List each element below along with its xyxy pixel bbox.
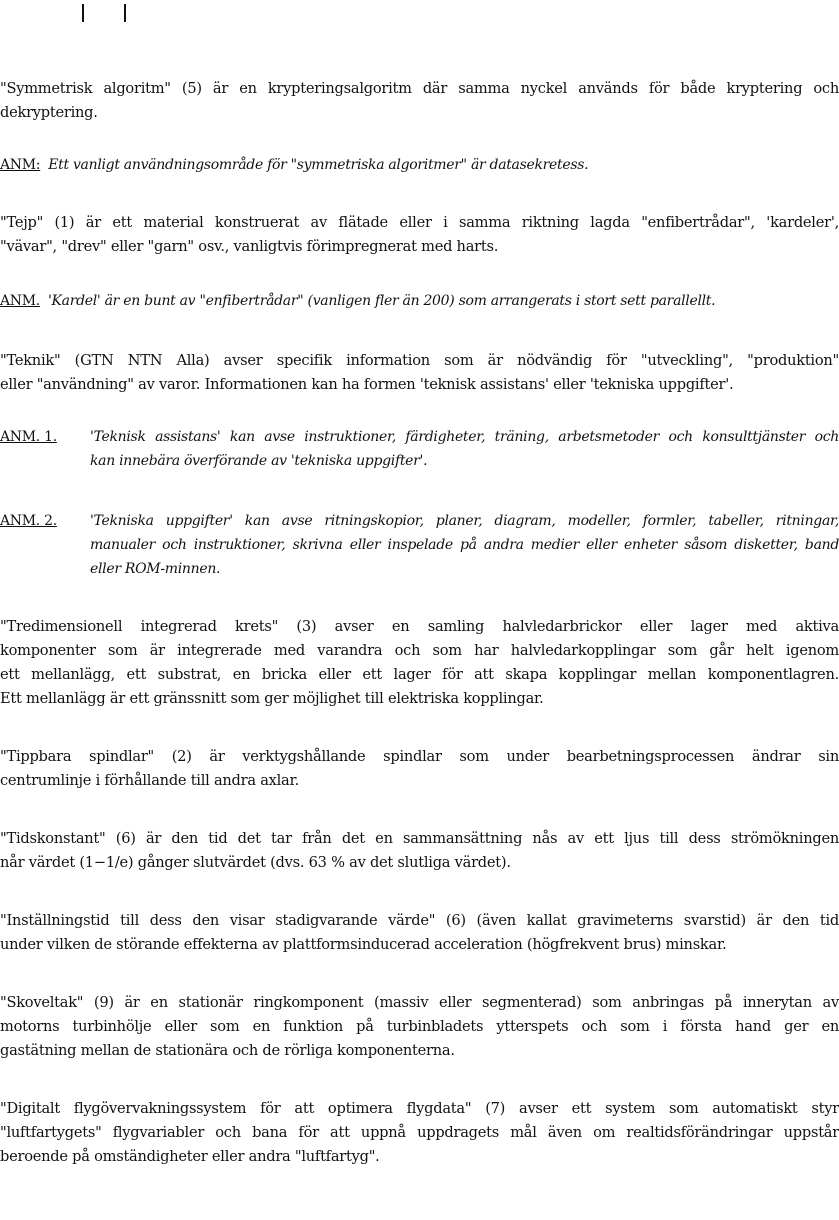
definition-note [0,509,839,581]
note-text: 'Kardel' är en bunt av "enfibertrådar" (vanligen fler än 200) som arrangerats i stort sett parallellt. [47,293,716,309]
definition-note [0,289,839,313]
note-text-line: 'Tekniska uppgifter' kan avse ritningskopior, planer, diagram, modeller, formler, tabeller, ritningar, [90,513,839,529]
text-line: "Tidskonstant" (6) är den tid det tar från det en sammansättning nås av ett ljus till dess strömökningen [0,830,839,847]
text-line: "Symmetrisk algoritm" (5) är en krypteringsalgoritm där samma nyckel används för både kryptering och [0,80,839,97]
definition-paragraph [0,77,839,125]
definition-paragraph [0,615,839,711]
note-text: Ett vanligt användningsområde för "symmetriska algoritmer" är datasekretess. [48,157,589,173]
definition-paragraph [0,827,839,875]
definition-paragraph [0,1097,839,1169]
definition-note [0,425,839,473]
text-line: "Teknik" (GTN NTN Alla) avser specifik information som är nödvändig för "utveckling", "produktion" [0,352,839,369]
note-label: ANM. [0,293,40,309]
text-line: "Inställningstid till dess den visar stadigvarande värde" (6) (även kallat gravimeterns svarstid) är den tid [0,912,839,929]
text-line: "Tejp" (1) är ett material konstruerat av flätade eller i samma riktning lagda "enfibertrådar", 'kardeler', [0,214,839,231]
text-line: centrumlinje i förhållande till andra axlar. [0,772,300,789]
text-line: under vilken de störande effekterna av plattformsinducerad acceleration (högfrekvent brus) minskar. [0,936,727,953]
text-line: ett mellanlägg, ett substrat, en bricka eller ett lager för att skapa kopplingar mellan komponentlagren. [0,666,839,683]
text-line: Ett mellanlägg är ett gränssnitt som ger möjlighet till elektriska kopplingar. [0,690,544,707]
note-text-line: eller ROM-minnen. [90,561,221,577]
text-line: gastätning mellan de stationära och de rörliga komponenterna. [0,1042,455,1059]
header-vertical-mark [82,4,84,22]
text-line: "Tippbara spindlar" (2) är verktygshållande spindlar som under bearbetningsprocessen ändrar sin [0,748,839,765]
text-line: "Skoveltak" (9) är en stationär ringkomponent (massiv eller segmenterad) som anbringas på innerytan av [0,994,839,1011]
header-vertical-mark [124,4,126,22]
note-label: ANM. 2. [0,513,57,529]
text-line: "luftfartygets" flygvariabler och bana för att uppnå uppdragets mål även om realtidsförändringar uppstår [0,1124,839,1141]
note-text-line: kan innebära överförande av 'tekniska uppgifter'. [90,453,428,469]
text-line: "Tredimensionell integrerad krets" (3) avser en samling halvledarbrickor eller lager med aktiva [0,618,839,635]
note-label: ANM. 1. [0,429,57,445]
text-line: komponenter som är integrerade med varandra och som har halvledarkopplingar som går helt igenom [0,642,839,659]
definitions-list [0,77,839,1169]
text-line: beroende på omständigheter eller andra "luftfartyg". [0,1148,380,1165]
definition-paragraph [0,909,839,957]
text-line: når värdet (1−1/e) gånger slutvärdet (dvs. 63 % av det slutliga värdet). [0,854,511,871]
note-text-line: manualer och instruktioner, skrivna eller inspelade på andra medier eller enheter såsom disketter, band [90,537,839,553]
definition-note [0,153,839,177]
text-line: "Digitalt flygövervakningssystem för att optimera flygdata" (7) avser ett system som automatiskt styr [0,1100,839,1117]
note-label: ANM: [0,157,41,173]
definition-paragraph [0,349,839,397]
text-line: eller "användning" av varor. Informationen kan ha formen 'teknisk assistans' eller 'tekniska uppgifter'. [0,376,734,393]
definition-paragraph [0,991,839,1063]
text-line: motorns turbinhölje eller som en funktion på turbinbladets ytterspets och som i första hand ger en [0,1018,839,1035]
text-line: "vävar", "drev" eller "garn" osv., vanligtvis förimpregnerat med harts. [0,238,499,255]
note-text-line: 'Teknisk assistans' kan avse instruktioner, färdigheter, träning, arbetsmetoder och konsulttjänster och [90,429,839,445]
definition-paragraph [0,211,839,259]
definition-paragraph [0,745,839,793]
text-line: dekryptering. [0,104,98,121]
